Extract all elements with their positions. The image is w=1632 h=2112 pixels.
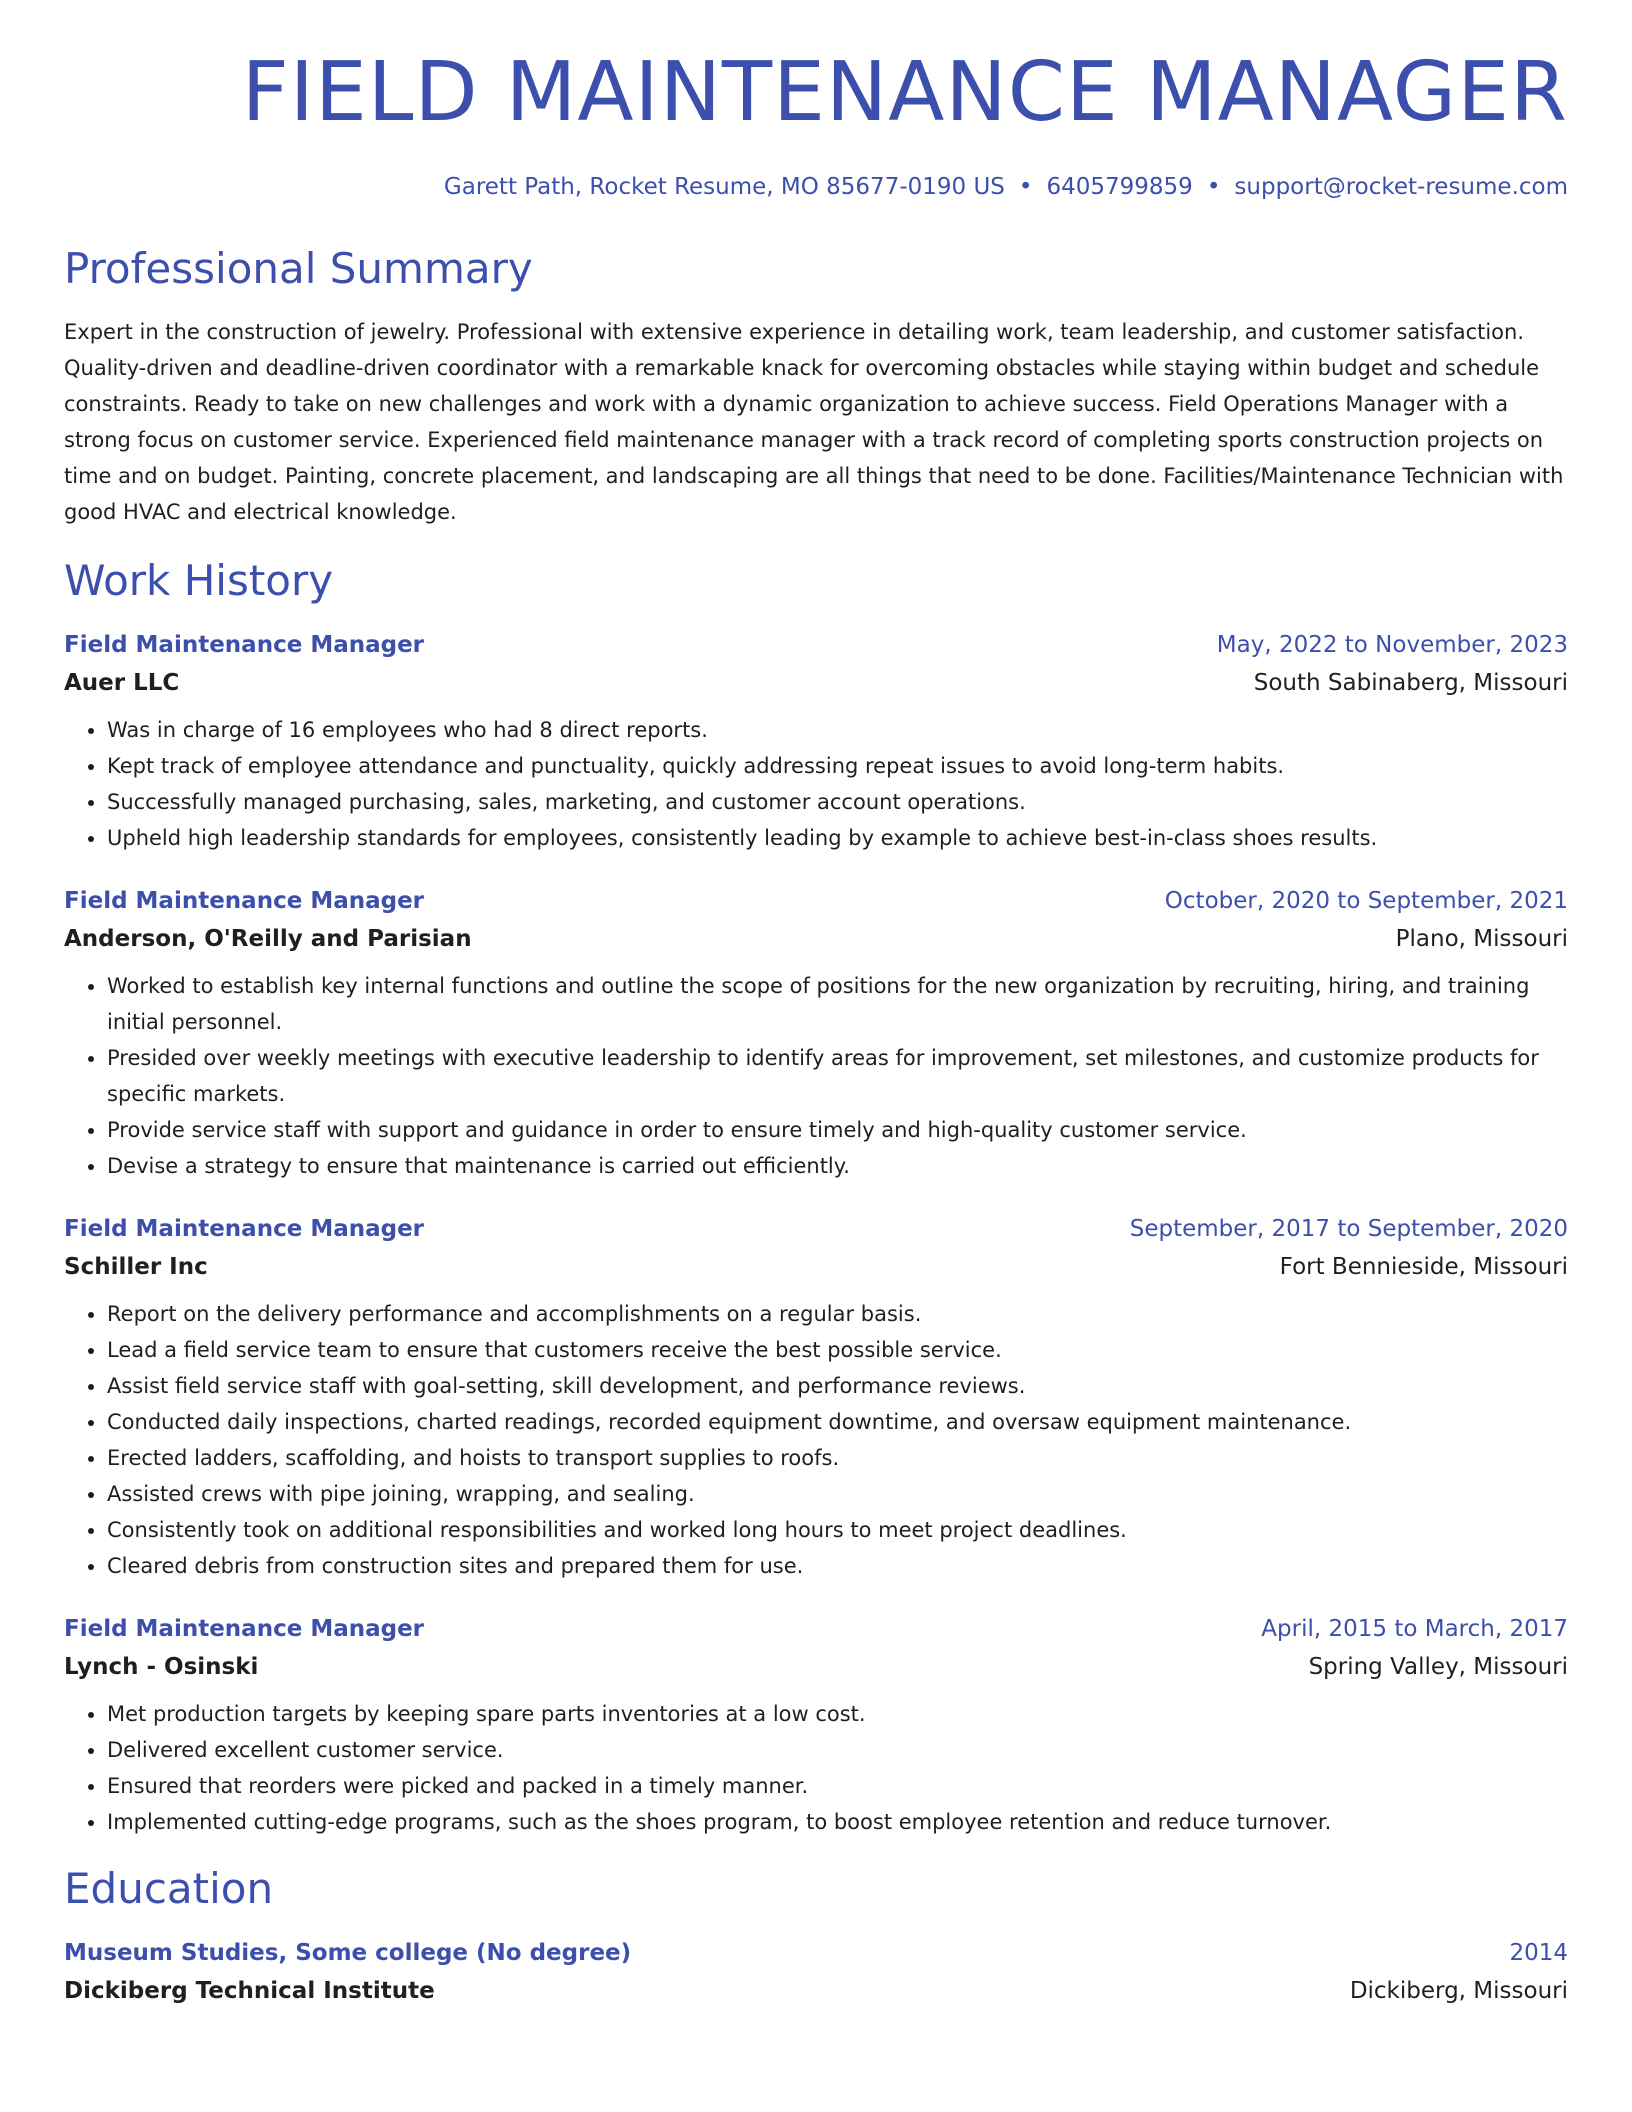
job-location: South Sabinaberg, Missouri (1253, 669, 1568, 696)
job-location: Spring Valley, Missouri (1308, 1653, 1568, 1680)
contact-separator: • (1206, 174, 1221, 200)
job-dates: October, 2020 to September, 2021 (1164, 887, 1568, 914)
job-entry (64, 882, 1568, 1184)
job-location: Fort Bennieside, Missouri (1279, 1253, 1568, 1280)
education-location: Dickiberg, Missouri (1349, 1978, 1568, 2005)
job-company: Auer LLC (64, 669, 180, 696)
job-bullet: • Was in charge of 16 employees who had 8 direct reports. (107, 712, 1568, 748)
education-entry (64, 1934, 1568, 2010)
contact-line (64, 174, 1568, 202)
job-bullet: • Assist field service staff with goal-setting, skill development, and performance reviews. (107, 1368, 1568, 1404)
job-bullet: • Cleared debris from construction sites and prepared them for use. (107, 1548, 1568, 1584)
job-bullet: • Upheld high leadership standards for employees, consistently leading by example to achieve best-in-class shoes results. (107, 820, 1568, 856)
job-company: Schiller Inc (64, 1253, 208, 1280)
job-bullet: • Ensured that reorders were picked and packed in a timely manner. (107, 1768, 1568, 1804)
job-company: Anderson, O'Reilly and Parisian (64, 925, 472, 952)
job-dates: April, 2015 to March, 2017 (1261, 1615, 1568, 1642)
contact-separator: • (1018, 174, 1033, 200)
job-bullet: • Devise a strategy to ensure that maintenance is carried out efficiently. (107, 1148, 1568, 1184)
job-bullet: • Report on the delivery performance and accomplishments on a regular basis. (107, 1296, 1568, 1332)
job-bullet: • Met production targets by keeping spare parts inventories at a low cost. (107, 1696, 1568, 1732)
job-bullet: • Presided over weekly meetings with executive leadership to identify areas for improvement, set milestones, and customize products for specific markets. (107, 1040, 1568, 1112)
job-bullet: • Lead a field service team to ensure that customers receive the best possible service. (107, 1332, 1568, 1368)
job-bullets (64, 712, 1568, 856)
section-title-summary: Professional Summary (64, 243, 533, 293)
job-bullets (64, 1296, 1568, 1584)
job-title: Field Maintenance Manager (64, 887, 425, 914)
job-bullet: • Consistently took on additional responsibilities and worked long hours to meet project deadlines. (107, 1512, 1568, 1548)
job-bullets (64, 1696, 1568, 1840)
education-school: Dickiberg Technical Institute (64, 1978, 435, 2005)
job-dates: September, 2017 to September, 2020 (1129, 1215, 1568, 1242)
job-bullet: • Erected ladders, scaffolding, and hoists to transport supplies to roofs. (107, 1440, 1568, 1476)
job-title: Field Maintenance Manager (64, 631, 425, 658)
job-bullet: • Conducted daily inspections, charted readings, recorded equipment downtime, and oversaw equipment maintenance. (107, 1404, 1568, 1440)
contact-address: Garett Path, Rocket Resume, MO 85677-0190 US (443, 174, 1005, 200)
contact-email: support@rocket-resume.com (1234, 174, 1568, 200)
job-bullet: • Successfully managed purchasing, sales, marketing, and customer account operations. (107, 784, 1568, 820)
job-bullet: • Implemented cutting-edge programs, such as the shoes program, to boost employee retention and reduce turnover. (107, 1804, 1568, 1840)
summary-section (64, 243, 1568, 530)
job-entry (64, 1210, 1568, 1584)
job-bullets (64, 968, 1568, 1184)
education-year: 2014 (1509, 1940, 1568, 1967)
work-history-section (64, 555, 1568, 1840)
job-company: Lynch - Osinski (64, 1653, 259, 1680)
section-title-work-history: Work History (64, 555, 334, 605)
job-entry (64, 626, 1568, 856)
job-title: Field Maintenance Manager (64, 1215, 425, 1242)
job-entry (64, 1610, 1568, 1840)
job-bullet: • Delivered excellent customer service. (107, 1732, 1568, 1768)
job-bullet: • Kept track of employee attendance and punctuality, quickly addressing repeat issues to avoid long-term habits. (107, 748, 1568, 784)
job-bullet: • Provide service staff with support and guidance in order to ensure timely and high-quality customer service. (107, 1112, 1568, 1148)
candidate-name: FIELD MAINTENANCE MANAGER (241, 45, 1568, 140)
job-bullet: • Assisted crews with pipe joining, wrapping, and sealing. (107, 1476, 1568, 1512)
job-location: Plano, Missouri (1395, 925, 1568, 952)
section-title-education: Education (64, 1863, 274, 1913)
job-title: Field Maintenance Manager (64, 1615, 425, 1642)
job-bullet: • Worked to establish key internal functions and outline the scope of positions for the new organization by recruiting, hiring, and training initial personnel. (107, 968, 1568, 1040)
education-degree: Museum Studies, Some college (No degree) (64, 1940, 632, 1967)
education-section (64, 1863, 1568, 2010)
contact-phone: 6405799859 (1046, 174, 1193, 200)
job-dates: May, 2022 to November, 2023 (1216, 631, 1568, 658)
summary-text: Expert in the construction of jewelry. Professional with extensive experience in detailing work, team leadership, and customer satisfaction. Quality-driven and deadline-driven coordinator with a remarkable knack for overcoming obstacles while staying within budget and schedule constraints. Ready to take on new challenges and work with a dynamic organization to achieve success. Field Operations Manager with a strong focus on customer service. Experienced field maintenance manager with a track record of completing sports construction projects on time and on budget. Painting, concrete placement, and landscaping are all things that need to be done. Facilities/Maintenance Technician with good HVAC and electrical knowledge. (64, 319, 1564, 524)
